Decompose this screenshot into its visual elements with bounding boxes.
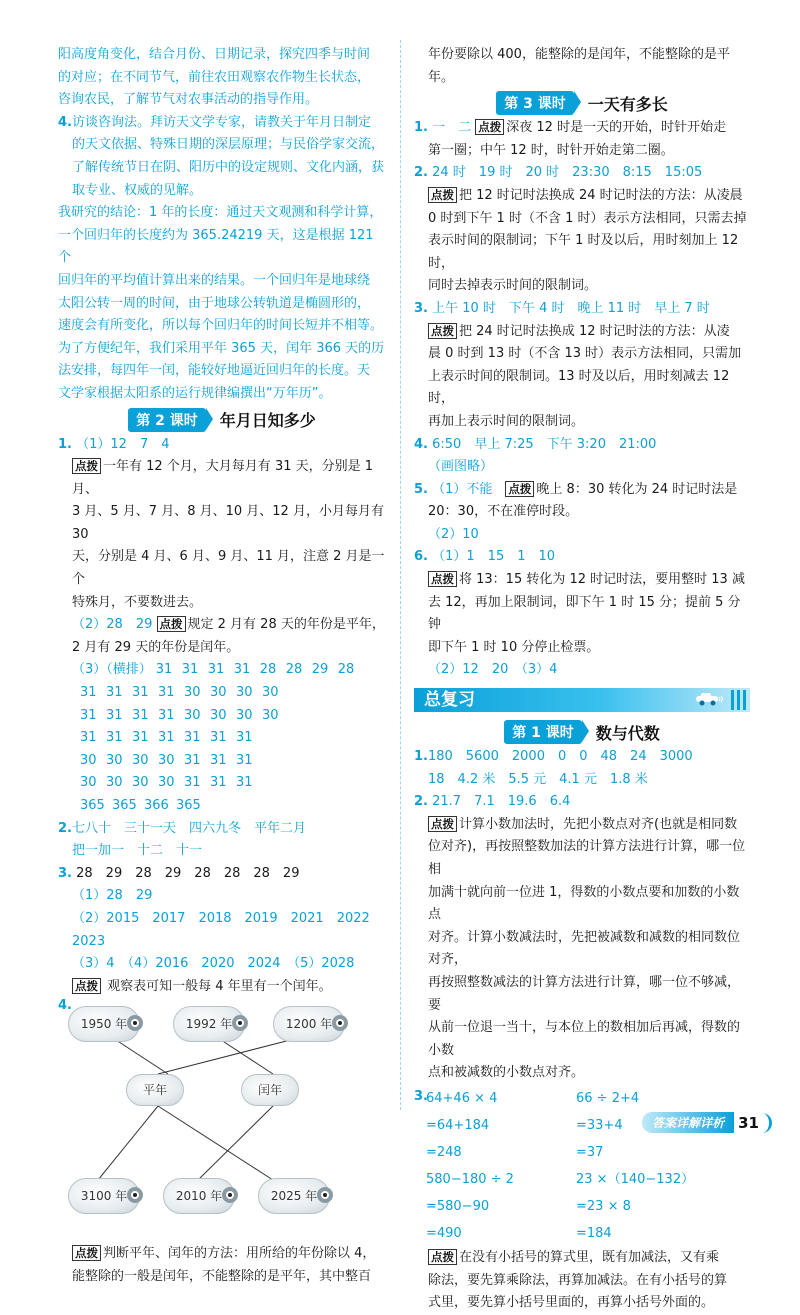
continuation-line: 年份要除以 400，能整除的是闰年，不能整除的是平年。 [428,47,730,85]
intro-line: 咨询农民，了解节气对农事活动的指导作用。 [58,92,319,108]
tip-tag: 点拨 [72,1245,101,1261]
tip-tag: 点拨 [72,458,101,474]
tip-tag: 点拨 [428,571,457,587]
left-column [58,44,386,1289]
grid-row: 30 30 30 30 31 31 31 [80,775,253,791]
calc-block: 3. 64+46 × 4 66 ÷ 2+4 =64+184 =33+4 =248 =37 580−180 ÷ 2 23 ×（140−132） =580−90 =23 × 8 =490 =184 [414,1085,750,1247]
tip-tag: 点拨 [72,978,101,994]
answer-2-b: 把一加一 十二 十一 [72,843,203,859]
section-header-2 [58,408,386,432]
grid-row: 31 31 31 31 30 30 30 30 [80,707,279,723]
tip-line: 3 月、5 月、7 月、8 月、10 月、12 月，小月每月有 30 [72,504,384,542]
tip-line: 点拨 判断平年、闰年的方法：用所给的年份除以 4， [58,1243,386,1266]
answer-rv1-b: 18 4.2 米 5.5 元 4.1 元 1.8 米 [428,771,648,787]
cloud-node: 2010 年 [163,1178,235,1214]
bird-icon [220,1183,240,1205]
cloud-node: 1200 年 [273,1006,345,1042]
bird-icon [125,1183,145,1205]
grid-row: 30 30 30 30 31 31 31 [80,752,253,768]
answer-r6: 6. （1）1 15 1 10 [414,549,556,565]
tip-line: 第一圈；中午 12 时，时针开始走第二圈。 [428,142,674,158]
answer-r5-2: （2）10 [428,526,479,542]
answer-rv1: 1.180 5600 2000 0 0 48 24 3000 [414,749,693,765]
intro-line: 的对应；在不同节气，前往农田观察农作物生长状态， [58,69,371,85]
tip-line: 即下午 1 时 10 分停止检票。 [428,639,600,655]
bird-icon [125,1011,145,1033]
tip-tag: 点拨 [428,1249,457,1265]
q4-line: 了解传统节日在阴、阳历中的设定规则、文化内涵，获 [72,159,385,175]
answer-r4-note: （画图略） [428,459,494,475]
tip-line: 点拨 计算小数加法时，先把小数点对齐(也就是相同数 [414,814,750,837]
tip-line: 同时去掉表示时间的限制词。 [428,278,598,294]
cloud-node: 1950 年 [68,1006,140,1042]
tip-line: 从前一位退一当十，与本位上的数相加后再减，得数的小数 [428,1020,741,1058]
intro-line: 阳高度角变化，结合月份、日期记录，探究四季与时间 [58,47,371,62]
section-header-review-1 [414,720,750,744]
tip-line: 点拨 把 12 时记时法换成 24 时记时法的方法：从凌晨 [414,185,750,208]
review-title: 总复习 [424,690,475,711]
year-diagram: 4. 1950 年 1992 年 1200 年 平年 闰年 3100 年 2010 年 2025 年 [58,998,386,1243]
tip-line: 上表示时间的限制词。13 时及以后，用时刻减去 12 时， [428,368,730,407]
conclusion-line: 法安排，每四年一闰，能较好地逼近回归年的长度。天 [58,363,371,379]
banner-stripes [731,690,746,710]
cloud-node: 1992 年 [173,1006,245,1042]
cloud-node-run: 闰年 [241,1074,299,1106]
tip-line: 点和被减数的小数点对齐。 [428,1065,585,1081]
footer-label: 答案详解详析 [642,1112,734,1133]
section-title: 年月日知多少 [219,411,316,430]
tip-line: 点拨 观察表可知一般每 4 年里有一个闰年。 [58,976,386,999]
answer-r6-2: （2）12 20 （3）4 [428,662,558,678]
cloud-node: 3100 年 [68,1178,140,1214]
grid-row: （3）（横排） 31 31 31 31 28 28 29 28 [72,662,355,678]
page-footer [642,1112,772,1133]
tip-tag: 点拨 [428,323,457,339]
grid-row: 365 365 366 365 [80,798,201,813]
tip-tag: 点拨 [475,119,504,135]
tip-line: 除法，要先算乘除法，再算加减法。在有小括号的算 [428,1272,728,1288]
car-icon [694,692,724,706]
answer-3-1: （1）28 29 [72,888,153,904]
tip-tag: 点拨 [428,187,457,203]
tip-line: 对齐。计算小数减法时，先把被减数和减数的相同数位对齐， [428,929,741,968]
conclusion-line: 我研究的结论：1 年的长度：通过天文观测和科学计算， [58,205,383,221]
answer-rv2: 2. 21.7 7.1 19.6 6.4 [414,794,571,810]
answer-2: 2.七八十 三十一天 四六九冬 平年二月 [58,820,306,836]
tip-line: 0 时到下午 1 时（不含 1 时）表示方法相同，只需去掉 [428,210,747,226]
tip-line: 去 12，再加上限制词，即下午 1 时 15 分；提前 5 分钟 [428,594,741,633]
page-number: 31 [738,1113,759,1132]
tip-line: 天，分别是 4 月、6 月、9 月、11 月，注意 2 月是一个 [72,549,385,588]
q4-line: 4.访谈咨询法。拜访天文学专家，请教关于年月日制定 [58,114,371,130]
section-badge: 第 1 课时 [504,720,582,744]
calc-grid: 64+46 × 4 66 ÷ 2+4 =64+184 =33+4 =248 =37 580−180 ÷ 2 23 ×（140−132） =580−90 =23 × 8 =490 =184 [426,1090,695,1241]
tip-tag: 点拨 [428,816,457,832]
answer-3-3: （3）4 （4）2016 2020 2024 （5）2028 [72,956,355,972]
tip-line: 特殊月，不要数进去。 [72,594,203,610]
conclusion-line: 太阳公转一周的时间，由于地球公转轨道是椭圆形的， [58,295,371,311]
tip-line: 2 月有 29 天的年份是闰年。 [72,639,240,655]
section-header-3 [414,91,750,115]
grid-row: 31 31 31 31 30 30 30 30 [80,685,279,701]
answer-r4: 4. 6:50 早上 7:25 下午 3:20 21:00 [414,436,657,452]
answer-r3: 3. 上午 10 时 下午 4 时 晚上 11 时 早上 7 时 [414,300,710,316]
answer-3-2: （2）2015 2017 2018 2019 2021 2022 2023 [72,910,383,949]
conclusion-line: 一个回归年的长度约为 365.24219 天，这是根据 121 个 [58,227,374,266]
answer-1: 1. （1）12 7 4 [58,436,170,452]
tip-line: 点拨 将 13：15 转化为 12 时记时法，要用整时 13 减 [414,569,750,592]
tip-line: 表示时间的限制词；下午 1 时及以后，用时刻加上 12 时， [428,233,739,271]
q4-line: 取专业、权威的见解。 [72,182,203,198]
section-badge: 第 2 课时 [128,408,206,432]
conclusion-line: 文学家根据太阳系的运行规律编撰出“万年历”。 [58,385,332,401]
cloud-node-ping: 平年 [126,1074,184,1106]
section-title: 数与代数 [595,723,660,743]
tip-line: 晨 0 时到 13 时（不含 13 时）表示方法相同，只需加 [428,346,742,362]
tip-line: 能整除的一般是闰年，不能整除的是平年，其中整百 [72,1268,372,1284]
grid-row: 31 31 31 31 31 31 31 [80,730,253,746]
tip-line: 式里，要先算小括号里面的，再算小括号外面的。 [428,1295,715,1311]
answer-1-2: （2）28 29 点拨 规定 2 月有 28 天的年份是平年， [72,617,385,633]
cloud-node: 2025 年 [258,1178,330,1214]
tip-line: 再按照整数减法的计算方法进行计算，哪一位不够减，要 [428,974,741,1013]
answer-r1: 1. 一 二 点拨 深夜 12 时是一天的开始，时针开始走 [414,120,727,136]
conclusion-line: 为了方便纪年，我们采用平年 365 天，闰年 366 天的历 [58,340,385,356]
bird-icon [315,1183,335,1205]
q4-line: 的天文依据、特殊日期的深层原理；与民俗学家交流， [72,137,385,153]
conclusion-line: 速度会有所变化，所以每个回归年的时间长短并不相等。 [58,318,384,334]
bird-icon [330,1011,350,1033]
column-divider [400,40,401,1110]
tip-line: 点拨 一年有 12 个月，大月每月有 31 天，分别是 1 月、 [72,459,374,497]
tip-line: 加满十就向前一位进 1，得数的小数点要和加数的小数点 [428,884,740,923]
section-badge: 第 3 课时 [496,91,574,115]
bird-icon [230,1011,250,1033]
answer-3: 3. 28 29 28 29 28 28 28 29 [58,865,300,881]
tip-tag: 点拨 [505,481,534,497]
tip-line: 点拨 把 24 时记时法换成 12 时记时法的方法：从凌 [414,321,750,344]
tip-line: 点拨 在没有小括号的算式里，既有加减法，又有乘 [414,1247,750,1270]
section-title: 一天有多长 [587,94,668,114]
tip-line: 位对齐)，再按照整数加法的计算方法进行计算，哪一位相 [428,839,746,877]
tip-tag: 点拨 [157,616,186,632]
tip-line: 再加上表示时间的限制词。 [428,413,585,429]
review-banner [414,688,750,712]
answer-r5: 5. （1）不能 点拨 晚上 8：30 转化为 24 时记时法是 [414,481,738,497]
footer-arc-icon [761,1113,772,1133]
tip-line: 20：30，不在准停时段。 [428,504,579,520]
conclusion-line: 回归年的平均值计算出来的结果。一个回归年是地球绕 [58,272,371,288]
answer-r2: 2. 24 时 19 时 20 时 23:30 8:15 15:05 [414,165,703,181]
